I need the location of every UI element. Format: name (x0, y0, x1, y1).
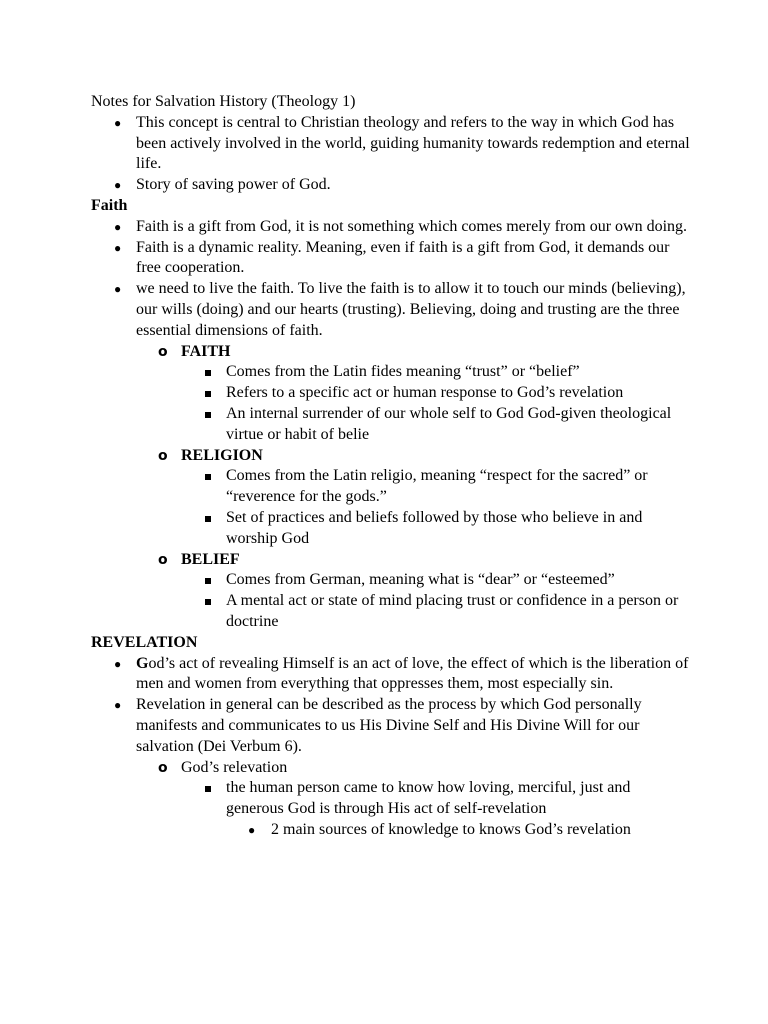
list-item (91, 591, 691, 633)
drop-initial: G (136, 654, 149, 672)
bullet-disc-icon: ● (114, 178, 122, 193)
document-page (91, 92, 691, 841)
list-item-text: Comes from the Latin religio, meaning “respect for the sacred” or “reverence for the gods.” (226, 467, 648, 506)
subheading-faith (91, 342, 691, 363)
list-item (91, 695, 691, 757)
list-item (91, 279, 691, 341)
bullet-disc-icon: ● (114, 219, 122, 234)
list-item (91, 404, 691, 446)
bullet-circle-icon: o (158, 551, 168, 568)
list-item-text: Refers to a specific act or human response to God’s revelation (226, 384, 624, 402)
bullet-disc-icon: ● (114, 115, 122, 130)
list-item-text: Set of practices and beliefs followed by those who believe in and worship God (226, 508, 643, 547)
subheading-text: BELIEF (181, 550, 240, 568)
bullet-disc-icon: ● (114, 656, 122, 671)
list-item-text: 2 main sources of knowledge to knows God’s revelation (271, 820, 631, 838)
list-item-text: An internal surrender of our whole self to God God-given theological virtue or habit of belie (226, 404, 672, 443)
list-item (91, 778, 691, 820)
list-item-text: Faith is a gift from God, it is not something which comes merely from our own doing. (136, 217, 688, 235)
bullet-disc-icon: ● (114, 282, 122, 297)
bullet-circle-icon: o (158, 759, 168, 776)
list-item (91, 362, 691, 383)
list-item (91, 175, 691, 196)
list-item-text: Story of saving power of God. (136, 176, 331, 194)
bullet-disc-icon: ● (114, 240, 122, 255)
list-item-text: Comes from German, meaning what is “dear” or “esteemed” (226, 571, 615, 589)
list-item (91, 570, 691, 591)
list-item (91, 654, 691, 696)
subheading-text: God’s relevation (181, 758, 288, 776)
list-item-text: Faith is a dynamic reality. Meaning, even if faith is a gift from God, it demands our free cooperation. (136, 238, 670, 277)
bullet-square-icon (205, 578, 211, 584)
list-item (91, 466, 691, 508)
bullet-square-icon (205, 412, 211, 418)
list-item-text: the human person came to know how loving, merciful, just and generous God is through His act of self-revelation (226, 779, 631, 818)
bullet-square-icon (205, 516, 211, 522)
list-item (91, 113, 691, 175)
section-heading-revelation: REVELATION (91, 633, 198, 651)
bullet-circle-icon: o (158, 343, 168, 360)
document-title: Notes for Salvation History (Theology 1) (91, 93, 356, 110)
subheading-belief (91, 550, 691, 571)
list-item-text: we need to live the faith. To live the faith is to allow it to touch our minds (believing), our wills (doing) and our hearts (trusting). Believing, doing and trusting are the three essential dimensions of faith. (136, 280, 686, 339)
list-item-text: Revelation in general can be described as the process by which God personally manifests and communicates to us His Divine Self and His Divine Will for our salvation (Dei Verbum 6). (136, 696, 642, 755)
subheading-text: FAITH (181, 342, 231, 360)
list-item-text: od’s act of revealing Himself is an act of love, the effect of which is the liberation of men and women from everything that oppresses them, most especially sin. (136, 654, 689, 693)
list-item-text: This concept is central to Christian theology and refers to the way in which God has been actively involved in the world, guiding humanity towards redemption and eternal life. (136, 113, 690, 173)
list-item-text: A mental act or state of mind placing trust or confidence in a person or doctrine (226, 592, 679, 630)
bullet-disc-icon: ● (248, 822, 256, 837)
subheading-religion (91, 446, 691, 467)
list-item (91, 383, 691, 404)
bullet-square-icon (205, 786, 211, 792)
bullet-circle-icon: o (158, 447, 168, 464)
list-item (91, 217, 691, 238)
subheading-gods-relevation (91, 758, 691, 779)
section-heading-faith: Faith (91, 196, 128, 214)
list-item (91, 820, 691, 841)
list-item (91, 508, 691, 550)
bullet-square-icon (205, 599, 211, 605)
bullet-square-icon (205, 474, 211, 480)
bullet-square-icon (205, 370, 211, 376)
bullet-square-icon (205, 391, 211, 397)
list-item-text: Comes from the Latin fides meaning “trust” or “belief” (226, 363, 580, 381)
bullet-disc-icon: ● (114, 698, 122, 713)
list-item (91, 238, 691, 280)
subheading-text: RELIGION (181, 446, 263, 464)
